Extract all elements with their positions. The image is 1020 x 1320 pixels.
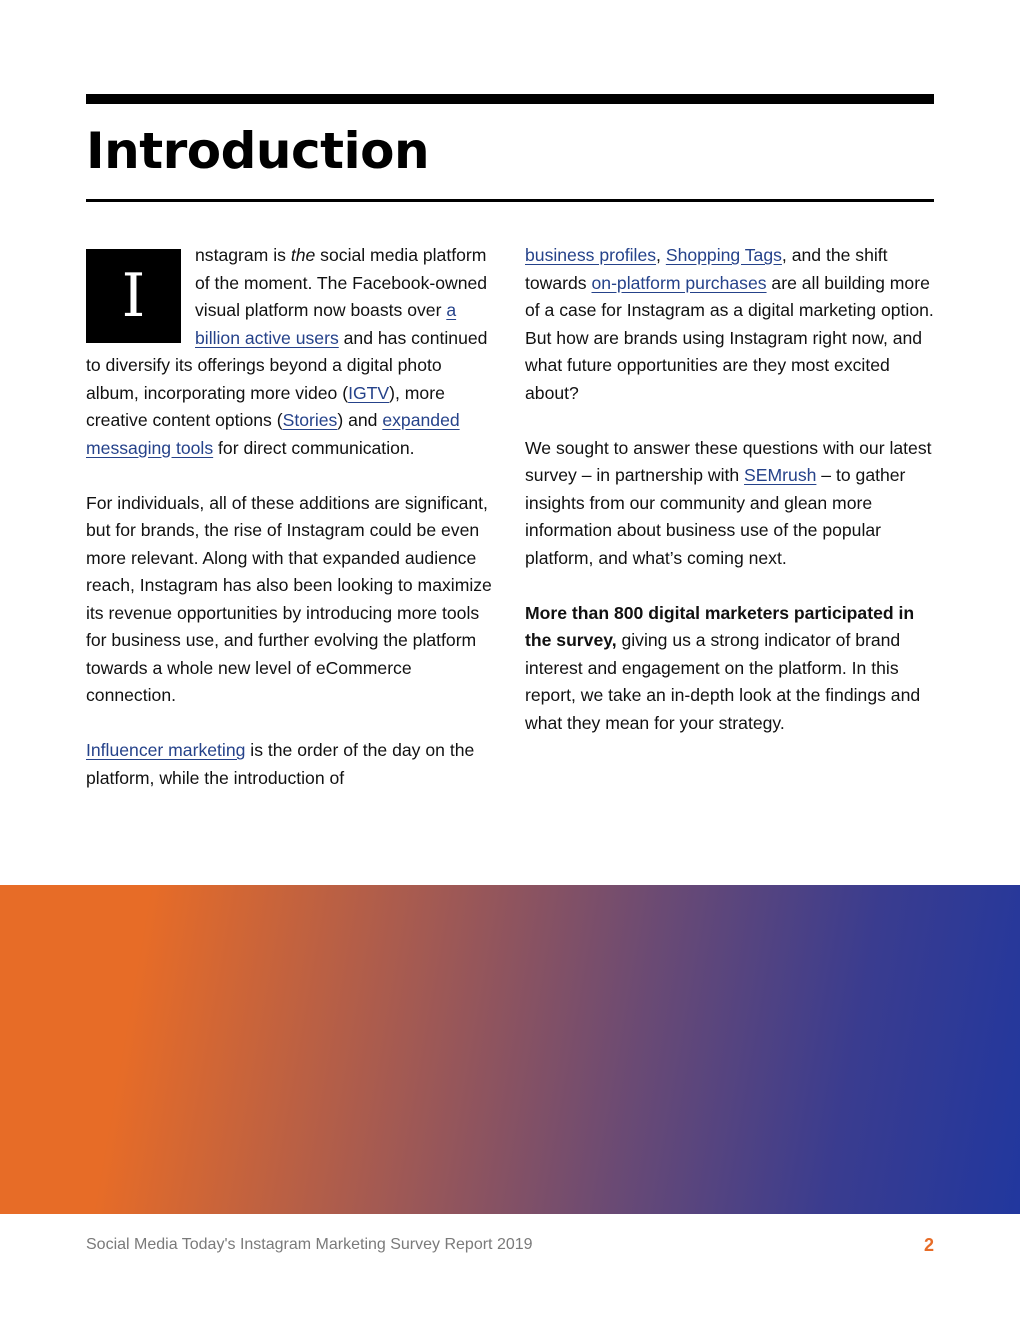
- paragraph: More than 800 digital marketers participated in the survey, giving us a strong indicator of brand interest and engagement on the platform. In this report, we take an in-depth look at the findings and what they mean for your strategy.: [525, 602, 921, 733]
- link-shopping-tags[interactable]: Shopping Tags: [665, 245, 782, 265]
- right-column: [525, 242, 935, 765]
- link-semrush[interactable]: SEMrush: [744, 465, 817, 485]
- gradient-banner: [0, 885, 1020, 1214]
- paragraph: Influencer marketing is the order of the day on the platform, while the introduction of: [86, 740, 475, 788]
- link-influencer-marketing[interactable]: Influencer marketing: [86, 740, 246, 760]
- bold-highlight: More than 800 digital marketers participated in the survey,: [525, 602, 915, 650]
- drop-cap: I: [86, 249, 181, 343]
- link-business-profiles[interactable]: business profiles: [525, 245, 657, 265]
- top-rule: [86, 94, 934, 104]
- title-divider: [86, 199, 934, 202]
- link-igtv[interactable]: IGTV: [348, 382, 390, 403]
- page-number: 2: [923, 1235, 934, 1255]
- page-title: Introduction: [86, 122, 430, 180]
- link-stories[interactable]: Stories: [282, 410, 338, 430]
- link-on-platform-purchases[interactable]: on-platform purchases: [591, 272, 767, 293]
- link-billion-active-users[interactable]: a billion active users: [195, 300, 457, 348]
- footer-report-title: Social Media Today's Instagram Marketing Survey Report 2019: [86, 1236, 533, 1253]
- paragraph: business profiles, Shopping Tags, and the shift towards on-platform purchases are all building more of a case for Instagram as a digital marketing option. But how are brands using Instagram right now, and what future opportunities are they most excited about?: [525, 245, 934, 403]
- left-column: [86, 242, 498, 820]
- link-expanded-messaging-tools[interactable]: expanded messaging tools: [86, 410, 460, 458]
- paragraph: I nstagram is the social media platform of the moment. The Facebook-owned visual platform now boasts over a billion active users and has continued to diversify its offerings beyond a digital photo album, incorporating more video (IGTV), more creative content options (Stories) and expanded messaging tools for direct communication.: [86, 245, 488, 458]
- paragraph: For individuals, all of these additions are significant, but for brands, the rise of Instagram could be even more relevant. Along with that expanded audience reach, Instagram has also been looking to maximize its revenue opportunities by introducing more tools for business use, and further evolving the platform towards a whole new level of eCommerce connection.: [86, 492, 492, 705]
- paragraph: We sought to answer these questions with our latest survey – in partnership with SEMrush – to gather insights from our community and glean more information about business use of the popular platform, and what’s coming next.: [525, 437, 932, 568]
